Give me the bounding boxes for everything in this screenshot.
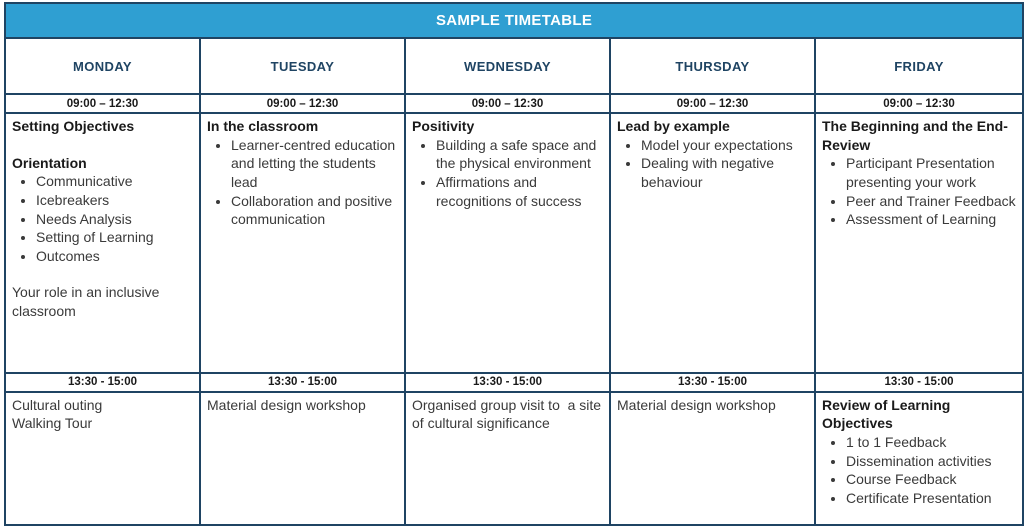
- session-topic: • Participant Presentation presenting your work: [846, 154, 1016, 191]
- afternoon-time-monday: 13:30 - 15:00: [5, 373, 200, 392]
- session-text: Organised group visit to a site of cultural significance: [412, 396, 605, 432]
- morning-time-friday: 09:00 – 12:30: [815, 94, 1023, 113]
- session-heading: Setting Objectives: [12, 118, 135, 135]
- session-heading: Positivity: [412, 118, 475, 135]
- tuesday-morning-session: [200, 113, 405, 373]
- session-subheading: Orientation: [12, 154, 87, 171]
- day-header-wednesday: WEDNESDAY: [405, 38, 610, 94]
- session-topic: • Model your expectations: [641, 136, 808, 155]
- session-topic: • Needs Analysis: [36, 210, 193, 229]
- session-topic: • Course Feedback: [846, 470, 1016, 489]
- wednesday-morning-session: [405, 113, 610, 373]
- session-topic: • Learner-centred education and letting the students lead: [231, 136, 398, 192]
- session-topics: [822, 154, 1016, 228]
- timetable: [4, 2, 1024, 526]
- session-text: Material design workshop: [207, 396, 366, 413]
- session-heading: Lead by example: [617, 118, 730, 135]
- session-heading: In the classroom: [207, 118, 319, 135]
- day-header-friday: FRIDAY: [815, 38, 1023, 94]
- morning-time-tuesday: 09:00 – 12:30: [200, 94, 405, 113]
- afternoon-time-thursday: 13:30 - 15:00: [610, 373, 815, 392]
- session-topic: • Communicative: [36, 172, 193, 191]
- day-header-monday: MONDAY: [5, 38, 200, 94]
- morning-time-monday: 09:00 – 12:30: [5, 94, 200, 113]
- session-topic: • Icebreakers: [36, 191, 193, 210]
- session-topic: • 1 to 1 Feedback: [846, 433, 1016, 452]
- session-heading: The Beginning and the End-Review: [822, 118, 1008, 153]
- session-text: Cultural outing: [12, 396, 103, 413]
- day-header-tuesday: TUESDAY: [200, 38, 405, 94]
- tuesday-afternoon-session: [200, 392, 405, 525]
- session-topics: [617, 136, 808, 192]
- monday-afternoon-session: [5, 392, 200, 525]
- session-text: Material design workshop: [617, 396, 776, 413]
- session-heading: Review of Learning Objectives: [822, 396, 951, 432]
- afternoon-time-wednesday: 13:30 - 15:00: [405, 373, 610, 392]
- session-topic: • Collaboration and positive communication: [231, 192, 398, 229]
- monday-morning-session: [5, 113, 200, 373]
- session-topic: • Assessment of Learning: [846, 210, 1016, 229]
- morning-time-thursday: 09:00 – 12:30: [610, 94, 815, 113]
- session-topics: [207, 136, 398, 229]
- afternoon-time-tuesday: 13:30 - 15:00: [200, 373, 405, 392]
- morning-time-wednesday: 09:00 – 12:30: [405, 94, 610, 113]
- session-topic: • Setting of Learning: [36, 228, 193, 247]
- session-topics: [412, 136, 603, 210]
- friday-afternoon-session: [815, 392, 1023, 525]
- day-header-thursday: THURSDAY: [610, 38, 815, 94]
- session-topic: • Dissemination activities: [846, 452, 1016, 471]
- session-topics: [12, 172, 193, 265]
- thursday-afternoon-session: [610, 392, 815, 525]
- session-topic: • Peer and Trainer Feedback: [846, 192, 1016, 211]
- session-topic: • Outcomes: [36, 247, 193, 266]
- session-text: Walking Tour: [12, 415, 93, 432]
- session-topic: • Certificate Presentation: [846, 489, 1016, 508]
- friday-morning-session: [815, 113, 1023, 373]
- afternoon-time-friday: 13:30 - 15:00: [815, 373, 1023, 392]
- session-note: Your role in an inclusive classroom: [12, 284, 160, 319]
- thursday-morning-session: [610, 113, 815, 373]
- session-topic: • Affirmations and recognitions of success: [436, 173, 603, 210]
- session-topics: [822, 433, 1016, 507]
- session-topic: • Building a safe space and the physical environment: [436, 136, 603, 173]
- session-topic: • Dealing with negative behaviour: [641, 154, 808, 191]
- timetable-title: SAMPLE TIMETABLE: [5, 3, 1023, 38]
- wednesday-afternoon-session: [405, 392, 610, 525]
